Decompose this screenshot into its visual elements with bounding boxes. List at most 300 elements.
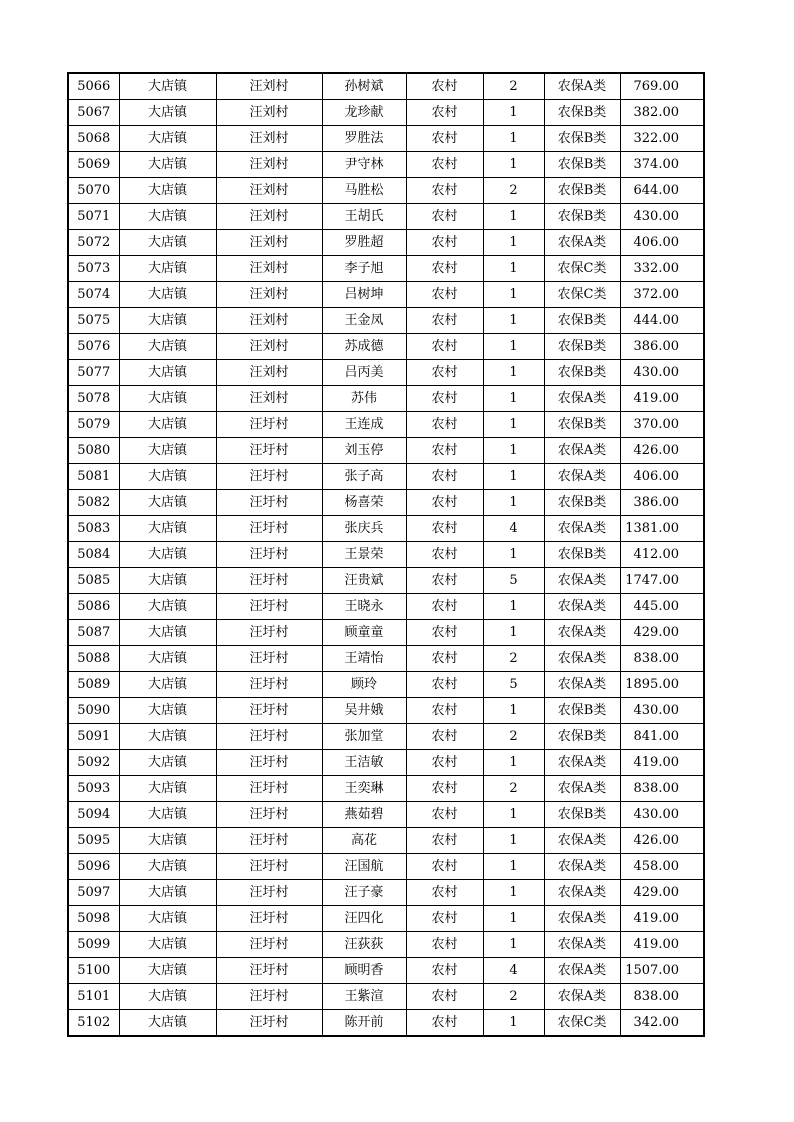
name-cell: 张子高 <box>322 464 406 490</box>
record-id-cell: 5092 <box>68 750 119 776</box>
record-id-cell: 5083 <box>68 516 119 542</box>
village-cell: 汪刘村 <box>216 308 322 334</box>
table-row <box>68 308 704 334</box>
table-row <box>68 1010 704 1037</box>
insurance-type-cell: 农保B类 <box>544 152 620 178</box>
name-cell: 吕树坤 <box>322 282 406 308</box>
amount-cell: 1895.00 <box>620 672 704 698</box>
town-cell: 大店镇 <box>119 724 216 750</box>
household-size-cell: 2 <box>483 178 544 204</box>
amount-cell: 1381.00 <box>620 516 704 542</box>
amount-cell: 1507.00 <box>620 958 704 984</box>
name-cell: 马胜松 <box>322 178 406 204</box>
town-cell: 大店镇 <box>119 594 216 620</box>
category-cell: 农村 <box>406 646 483 672</box>
amount-cell: 412.00 <box>620 542 704 568</box>
town-cell: 大店镇 <box>119 282 216 308</box>
insurance-type-cell: 农保A类 <box>544 386 620 412</box>
category-cell: 农村 <box>406 854 483 880</box>
village-cell: 汪圩村 <box>216 438 322 464</box>
record-id-cell: 5100 <box>68 958 119 984</box>
amount-cell: 374.00 <box>620 152 704 178</box>
category-cell: 农村 <box>406 906 483 932</box>
record-id-cell: 5094 <box>68 802 119 828</box>
category-cell: 农村 <box>406 776 483 802</box>
insurance-type-cell: 农保B类 <box>544 412 620 438</box>
name-cell: 吕丙美 <box>322 360 406 386</box>
town-cell: 大店镇 <box>119 672 216 698</box>
town-cell: 大店镇 <box>119 750 216 776</box>
insurance-type-cell: 农保A类 <box>544 230 620 256</box>
name-cell: 孙树斌 <box>322 73 406 100</box>
insurance-type-cell: 农保A类 <box>544 880 620 906</box>
amount-cell: 430.00 <box>620 360 704 386</box>
name-cell: 苏伟 <box>322 386 406 412</box>
village-cell: 汪刘村 <box>216 178 322 204</box>
amount-cell: 426.00 <box>620 438 704 464</box>
insurance-type-cell: 农保A类 <box>544 620 620 646</box>
record-id-cell: 5069 <box>68 152 119 178</box>
household-size-cell: 1 <box>483 932 544 958</box>
name-cell: 张加堂 <box>322 724 406 750</box>
household-size-cell: 1 <box>483 230 544 256</box>
table-row <box>68 126 704 152</box>
record-id-cell: 5072 <box>68 230 119 256</box>
table-row <box>68 282 704 308</box>
village-cell: 汪圩村 <box>216 698 322 724</box>
household-size-cell: 4 <box>483 958 544 984</box>
amount-cell: 342.00 <box>620 1010 704 1037</box>
record-id-cell: 5102 <box>68 1010 119 1037</box>
category-cell: 农村 <box>406 178 483 204</box>
town-cell: 大店镇 <box>119 412 216 438</box>
insurance-type-cell: 农保A类 <box>544 438 620 464</box>
record-id-cell: 5086 <box>68 594 119 620</box>
insurance-type-cell: 农保B类 <box>544 126 620 152</box>
category-cell: 农村 <box>406 438 483 464</box>
table-row <box>68 334 704 360</box>
category-cell: 农村 <box>406 594 483 620</box>
category-cell: 农村 <box>406 204 483 230</box>
table-row <box>68 73 704 100</box>
village-cell: 汪圩村 <box>216 1010 322 1037</box>
village-cell: 汪圩村 <box>216 464 322 490</box>
household-size-cell: 1 <box>483 308 544 334</box>
village-cell: 汪刘村 <box>216 386 322 412</box>
table-row <box>68 490 704 516</box>
insurance-type-cell: 农保A类 <box>544 776 620 802</box>
village-cell: 汪圩村 <box>216 490 322 516</box>
record-id-cell: 5091 <box>68 724 119 750</box>
record-id-cell: 5082 <box>68 490 119 516</box>
town-cell: 大店镇 <box>119 698 216 724</box>
name-cell: 罗胜法 <box>322 126 406 152</box>
record-id-cell: 5076 <box>68 334 119 360</box>
name-cell: 王胡氏 <box>322 204 406 230</box>
category-cell: 农村 <box>406 698 483 724</box>
village-cell: 汪圩村 <box>216 958 322 984</box>
insurance-type-cell: 农保A类 <box>544 464 620 490</box>
category-cell: 农村 <box>406 1010 483 1037</box>
record-id-cell: 5079 <box>68 412 119 438</box>
category-cell: 农村 <box>406 724 483 750</box>
town-cell: 大店镇 <box>119 984 216 1010</box>
village-cell: 汪圩村 <box>216 828 322 854</box>
town-cell: 大店镇 <box>119 308 216 334</box>
amount-cell: 838.00 <box>620 984 704 1010</box>
household-size-cell: 1 <box>483 594 544 620</box>
town-cell: 大店镇 <box>119 204 216 230</box>
roster-body <box>68 73 704 1036</box>
table-row <box>68 698 704 724</box>
table-row <box>68 178 704 204</box>
town-cell: 大店镇 <box>119 386 216 412</box>
household-size-cell: 5 <box>483 672 544 698</box>
household-size-cell: 2 <box>483 646 544 672</box>
table-row <box>68 100 704 126</box>
village-cell: 汪圩村 <box>216 672 322 698</box>
village-cell: 汪圩村 <box>216 724 322 750</box>
category-cell: 农村 <box>406 334 483 360</box>
household-size-cell: 4 <box>483 516 544 542</box>
record-id-cell: 5093 <box>68 776 119 802</box>
table-row <box>68 204 704 230</box>
category-cell: 农村 <box>406 490 483 516</box>
category-cell: 农村 <box>406 984 483 1010</box>
name-cell: 吴井娥 <box>322 698 406 724</box>
amount-cell: 426.00 <box>620 828 704 854</box>
village-cell: 汪圩村 <box>216 750 322 776</box>
household-size-cell: 1 <box>483 542 544 568</box>
category-cell: 农村 <box>406 932 483 958</box>
insurance-type-cell: 农保B类 <box>544 802 620 828</box>
table-row <box>68 568 704 594</box>
insurance-type-cell: 农保B类 <box>544 100 620 126</box>
table-row <box>68 412 704 438</box>
name-cell: 顾玲 <box>322 672 406 698</box>
name-cell: 顾明香 <box>322 958 406 984</box>
category-cell: 农村 <box>406 256 483 282</box>
name-cell: 王景荣 <box>322 542 406 568</box>
table-row <box>68 438 704 464</box>
village-cell: 汪刘村 <box>216 282 322 308</box>
town-cell: 大店镇 <box>119 438 216 464</box>
amount-cell: 419.00 <box>620 906 704 932</box>
category-cell: 农村 <box>406 672 483 698</box>
record-id-cell: 5067 <box>68 100 119 126</box>
name-cell: 燕茹碧 <box>322 802 406 828</box>
household-size-cell: 1 <box>483 906 544 932</box>
household-size-cell: 1 <box>483 334 544 360</box>
insurance-type-cell: 农保A类 <box>544 854 620 880</box>
category-cell: 农村 <box>406 828 483 854</box>
amount-cell: 444.00 <box>620 308 704 334</box>
household-size-cell: 2 <box>483 776 544 802</box>
household-size-cell: 2 <box>483 73 544 100</box>
table-row <box>68 230 704 256</box>
name-cell: 汪国航 <box>322 854 406 880</box>
amount-cell: 382.00 <box>620 100 704 126</box>
insurance-type-cell: 农保A类 <box>544 516 620 542</box>
village-cell: 汪圩村 <box>216 516 322 542</box>
town-cell: 大店镇 <box>119 178 216 204</box>
insurance-type-cell: 农保B类 <box>544 334 620 360</box>
amount-cell: 644.00 <box>620 178 704 204</box>
record-id-cell: 5090 <box>68 698 119 724</box>
town-cell: 大店镇 <box>119 464 216 490</box>
village-cell: 汪圩村 <box>216 412 322 438</box>
name-cell: 高花 <box>322 828 406 854</box>
category-cell: 农村 <box>406 230 483 256</box>
town-cell: 大店镇 <box>119 828 216 854</box>
town-cell: 大店镇 <box>119 360 216 386</box>
amount-cell: 838.00 <box>620 776 704 802</box>
town-cell: 大店镇 <box>119 73 216 100</box>
amount-cell: 769.00 <box>620 73 704 100</box>
amount-cell: 838.00 <box>620 646 704 672</box>
name-cell: 张庆兵 <box>322 516 406 542</box>
insurance-type-cell: 农保A类 <box>544 568 620 594</box>
table-row <box>68 152 704 178</box>
category-cell: 农村 <box>406 282 483 308</box>
insurance-type-cell: 农保A类 <box>544 646 620 672</box>
category-cell: 农村 <box>406 464 483 490</box>
amount-cell: 430.00 <box>620 204 704 230</box>
household-size-cell: 1 <box>483 802 544 828</box>
insurance-type-cell: 农保A类 <box>544 984 620 1010</box>
record-id-cell: 5074 <box>68 282 119 308</box>
record-id-cell: 5075 <box>68 308 119 334</box>
name-cell: 李子旭 <box>322 256 406 282</box>
amount-cell: 406.00 <box>620 230 704 256</box>
insurance-type-cell: 农保B类 <box>544 542 620 568</box>
town-cell: 大店镇 <box>119 906 216 932</box>
name-cell: 王晓永 <box>322 594 406 620</box>
record-id-cell: 5077 <box>68 360 119 386</box>
town-cell: 大店镇 <box>119 568 216 594</box>
village-cell: 汪刘村 <box>216 152 322 178</box>
category-cell: 农村 <box>406 958 483 984</box>
village-cell: 汪刘村 <box>216 360 322 386</box>
record-id-cell: 5066 <box>68 73 119 100</box>
amount-cell: 322.00 <box>620 126 704 152</box>
amount-cell: 445.00 <box>620 594 704 620</box>
table-row <box>68 256 704 282</box>
record-id-cell: 5088 <box>68 646 119 672</box>
amount-cell: 1747.00 <box>620 568 704 594</box>
name-cell: 汪四化 <box>322 906 406 932</box>
table-row <box>68 776 704 802</box>
amount-cell: 372.00 <box>620 282 704 308</box>
town-cell: 大店镇 <box>119 620 216 646</box>
record-id-cell: 5078 <box>68 386 119 412</box>
household-size-cell: 2 <box>483 984 544 1010</box>
town-cell: 大店镇 <box>119 880 216 906</box>
household-size-cell: 1 <box>483 698 544 724</box>
table-row <box>68 724 704 750</box>
category-cell: 农村 <box>406 100 483 126</box>
record-id-cell: 5071 <box>68 204 119 230</box>
insurance-type-cell: 农保C类 <box>544 282 620 308</box>
insurance-type-cell: 农保A类 <box>544 906 620 932</box>
town-cell: 大店镇 <box>119 932 216 958</box>
household-size-cell: 1 <box>483 256 544 282</box>
village-cell: 汪刘村 <box>216 256 322 282</box>
amount-cell: 406.00 <box>620 464 704 490</box>
insurance-type-cell: 农保B类 <box>544 178 620 204</box>
village-cell: 汪刘村 <box>216 100 322 126</box>
amount-cell: 841.00 <box>620 724 704 750</box>
amount-cell: 332.00 <box>620 256 704 282</box>
record-id-cell: 5080 <box>68 438 119 464</box>
table-row <box>68 594 704 620</box>
insurance-type-cell: 农保B类 <box>544 308 620 334</box>
amount-cell: 419.00 <box>620 386 704 412</box>
household-size-cell: 1 <box>483 282 544 308</box>
record-id-cell: 5073 <box>68 256 119 282</box>
amount-cell: 430.00 <box>620 802 704 828</box>
category-cell: 农村 <box>406 126 483 152</box>
table-row <box>68 646 704 672</box>
category-cell: 农村 <box>406 152 483 178</box>
insurance-type-cell: 农保B类 <box>544 204 620 230</box>
category-cell: 农村 <box>406 802 483 828</box>
category-cell: 农村 <box>406 568 483 594</box>
town-cell: 大店镇 <box>119 334 216 360</box>
town-cell: 大店镇 <box>119 958 216 984</box>
record-id-cell: 5085 <box>68 568 119 594</box>
insurance-type-cell: 农保B类 <box>544 698 620 724</box>
household-size-cell: 5 <box>483 568 544 594</box>
insurance-type-cell: 农保A类 <box>544 958 620 984</box>
table-row <box>68 620 704 646</box>
town-cell: 大店镇 <box>119 490 216 516</box>
record-id-cell: 5101 <box>68 984 119 1010</box>
name-cell: 王奕琳 <box>322 776 406 802</box>
amount-cell: 429.00 <box>620 880 704 906</box>
name-cell: 苏成德 <box>322 334 406 360</box>
table-row <box>68 854 704 880</box>
household-size-cell: 1 <box>483 126 544 152</box>
record-id-cell: 5070 <box>68 178 119 204</box>
village-cell: 汪圩村 <box>216 568 322 594</box>
household-size-cell: 1 <box>483 412 544 438</box>
town-cell: 大店镇 <box>119 1010 216 1037</box>
name-cell: 顾童童 <box>322 620 406 646</box>
town-cell: 大店镇 <box>119 516 216 542</box>
name-cell: 王紫渲 <box>322 984 406 1010</box>
table-row <box>68 802 704 828</box>
name-cell: 王靖怡 <box>322 646 406 672</box>
town-cell: 大店镇 <box>119 646 216 672</box>
household-size-cell: 1 <box>483 152 544 178</box>
name-cell: 杨喜荣 <box>322 490 406 516</box>
insurance-type-cell: 农保B类 <box>544 724 620 750</box>
insurance-type-cell: 农保A类 <box>544 594 620 620</box>
insurance-type-cell: 农保B类 <box>544 360 620 386</box>
amount-cell: 419.00 <box>620 932 704 958</box>
name-cell: 王金凤 <box>322 308 406 334</box>
household-size-cell: 1 <box>483 464 544 490</box>
amount-cell: 370.00 <box>620 412 704 438</box>
village-cell: 汪刘村 <box>216 334 322 360</box>
category-cell: 农村 <box>406 620 483 646</box>
town-cell: 大店镇 <box>119 256 216 282</box>
household-size-cell: 1 <box>483 100 544 126</box>
record-id-cell: 5096 <box>68 854 119 880</box>
village-cell: 汪圩村 <box>216 880 322 906</box>
insurance-type-cell: 农保A类 <box>544 73 620 100</box>
table-row <box>68 984 704 1010</box>
household-size-cell: 1 <box>483 750 544 776</box>
record-id-cell: 5097 <box>68 880 119 906</box>
name-cell: 王连成 <box>322 412 406 438</box>
name-cell: 王洁敏 <box>322 750 406 776</box>
record-id-cell: 5089 <box>68 672 119 698</box>
name-cell: 罗胜超 <box>322 230 406 256</box>
town-cell: 大店镇 <box>119 776 216 802</box>
insurance-type-cell: 农保A类 <box>544 750 620 776</box>
table-row <box>68 880 704 906</box>
table-row <box>68 932 704 958</box>
household-size-cell: 1 <box>483 360 544 386</box>
village-cell: 汪圩村 <box>216 542 322 568</box>
town-cell: 大店镇 <box>119 100 216 126</box>
town-cell: 大店镇 <box>119 126 216 152</box>
insurance-type-cell: 农保C类 <box>544 1010 620 1037</box>
record-id-cell: 5095 <box>68 828 119 854</box>
household-size-cell: 1 <box>483 828 544 854</box>
village-cell: 汪刘村 <box>216 204 322 230</box>
name-cell: 陈开前 <box>322 1010 406 1037</box>
amount-cell: 386.00 <box>620 490 704 516</box>
village-cell: 汪圩村 <box>216 802 322 828</box>
insurance-type-cell: 农保A类 <box>544 672 620 698</box>
village-cell: 汪刘村 <box>216 230 322 256</box>
category-cell: 农村 <box>406 308 483 334</box>
category-cell: 农村 <box>406 360 483 386</box>
household-size-cell: 2 <box>483 724 544 750</box>
household-size-cell: 1 <box>483 854 544 880</box>
town-cell: 大店镇 <box>119 152 216 178</box>
village-cell: 汪刘村 <box>216 126 322 152</box>
town-cell: 大店镇 <box>119 854 216 880</box>
category-cell: 农村 <box>406 880 483 906</box>
name-cell: 汪贵斌 <box>322 568 406 594</box>
table-row <box>68 958 704 984</box>
village-cell: 汪圩村 <box>216 932 322 958</box>
table-row <box>68 386 704 412</box>
table-row <box>68 360 704 386</box>
record-id-cell: 5099 <box>68 932 119 958</box>
table-row <box>68 464 704 490</box>
name-cell: 汪子豪 <box>322 880 406 906</box>
village-cell: 汪圩村 <box>216 776 322 802</box>
insurance-type-cell: 农保A类 <box>544 932 620 958</box>
name-cell: 龙珍献 <box>322 100 406 126</box>
insurance-type-cell: 农保B类 <box>544 490 620 516</box>
name-cell: 尹守林 <box>322 152 406 178</box>
household-size-cell: 1 <box>483 1010 544 1037</box>
table-row <box>68 516 704 542</box>
record-id-cell: 5081 <box>68 464 119 490</box>
household-size-cell: 1 <box>483 204 544 230</box>
table-row <box>68 750 704 776</box>
town-cell: 大店镇 <box>119 542 216 568</box>
table-row <box>68 828 704 854</box>
village-cell: 汪圩村 <box>216 646 322 672</box>
category-cell: 农村 <box>406 412 483 438</box>
